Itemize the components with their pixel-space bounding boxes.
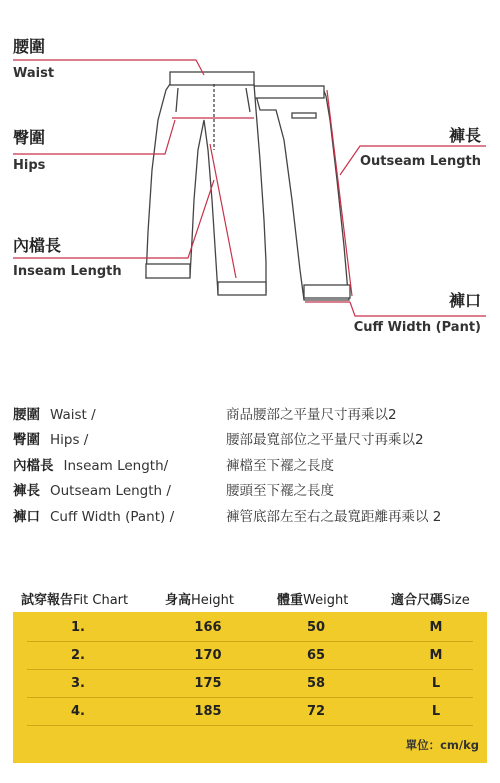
height-cell: 185 [194,704,222,719]
cuff-label-en: Cuff Width (Pant) [353,320,481,335]
weight-cell: 58 [306,676,326,691]
description-term: 內檔長 Inseam Length/ [13,458,169,474]
row-number: 2. [71,648,85,663]
front-pants-illustration [146,72,266,295]
description-text: 褲管底部左至右之最寬距離再乘以 2 [226,509,442,525]
inseam-label-zh: 內檔長 [13,236,62,255]
description-term: 褲口 Cuff Width (Pant) / [13,509,175,525]
weight-cell: 72 [306,704,326,719]
description-text: 腰部最寬部位之平量尺寸再乘以2 [226,432,424,448]
waist-label-zh: 腰圍 [13,37,46,56]
outseam-label-en: Outseam Length [359,154,481,169]
table-row [13,642,487,670]
waist-label-en: Waist [13,66,55,81]
row-number: 4. [71,704,85,719]
row-number: 3. [71,676,85,691]
size-cell: M [429,648,443,663]
outseam-label-zh: 褲長 [448,126,481,145]
cuff-label-zh: 褲口 [448,291,481,310]
weight-cell: 65 [306,648,326,663]
size-cell: L [431,704,441,719]
hips-label-zh: 臀圍 [13,128,46,147]
back-pants-illustration [254,86,350,300]
unit-note: 單位：cm/kg [405,738,479,752]
inseam-label-en: Inseam Length [13,264,122,279]
row-number: 1. [71,620,85,635]
header-size: 適合尺碼Size [391,593,470,608]
description-text: 商品腰部之平量尺寸再乘以2 [226,407,397,423]
description-term: 褲長 Outseam Length / [13,483,171,499]
description-text: 腰頭至下襬之長度 [226,483,334,499]
size-cell: L [431,676,441,691]
fit-chart-header [13,580,487,612]
size-cell: M [429,620,443,635]
hips-label-en: Hips [13,158,46,173]
fit-chart-table [13,580,487,763]
header-weight: 體重Weight [277,593,349,608]
row-divider [27,725,473,726]
height-cell: 170 [194,648,222,663]
header-height: 身高Height [165,593,234,608]
description-text: 褲檔至下襬之長度 [226,458,334,474]
description-term: 腰圍 Waist / [13,407,96,423]
table-row [13,614,487,642]
description-term: 臀圍 Hips / [13,432,89,448]
table-row [13,698,487,726]
height-cell: 175 [194,676,222,691]
header-fit-chart: 試穿報告Fit Chart [21,593,129,608]
height-cell: 166 [194,620,222,635]
table-row [13,670,487,698]
weight-cell: 50 [306,620,326,635]
